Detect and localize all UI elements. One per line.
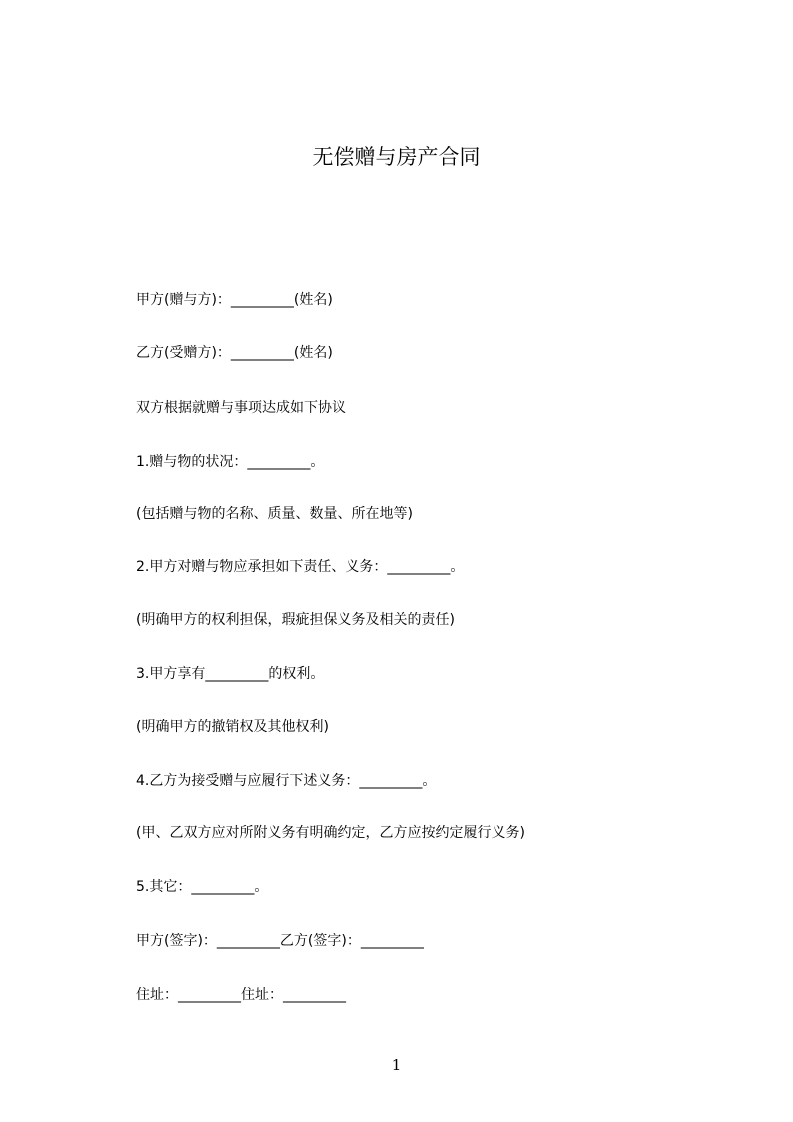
clause-4: 4.乙方为接受赠与应履行下述义务：_________。: [136, 773, 437, 789]
page-number: 1: [391, 1056, 402, 1074]
clause-2-note: (明确甲方的权利担保，瑕疵担保义务及相关的责任): [136, 612, 455, 628]
clause-4-note: (甲、乙双方应对所附义务有明确约定，乙方应按约定履行义务): [136, 825, 525, 841]
clause-1-note: (包括赠与物的名称、质量、数量、所在地等): [136, 506, 413, 522]
address-line: 住址：_________住址：_________: [136, 987, 346, 1003]
party-b-line: 乙方(受赠方)：_________(姓名): [136, 345, 333, 361]
clause-3: 3.甲方享有_________的权利。: [136, 666, 325, 682]
clause-5: 5.其它：_________。: [136, 879, 269, 895]
document-title: 无偿赠与房产合同: [312, 145, 481, 169]
clause-1: 1.赠与物的状况：_________。: [136, 454, 325, 470]
party-a-line: 甲方(赠与方)：_________(姓名): [136, 292, 333, 308]
agreement-intro: 双方根据就赠与事项达成如下协议: [136, 400, 346, 416]
signature-line: 甲方(签字)：_________乙方(签字)：_________: [136, 933, 424, 949]
clause-3-note: (明确甲方的撤销权及其他权利): [136, 719, 329, 735]
clause-2: 2.甲方对赠与物应承担如下责任、义务：_________。: [136, 559, 465, 575]
